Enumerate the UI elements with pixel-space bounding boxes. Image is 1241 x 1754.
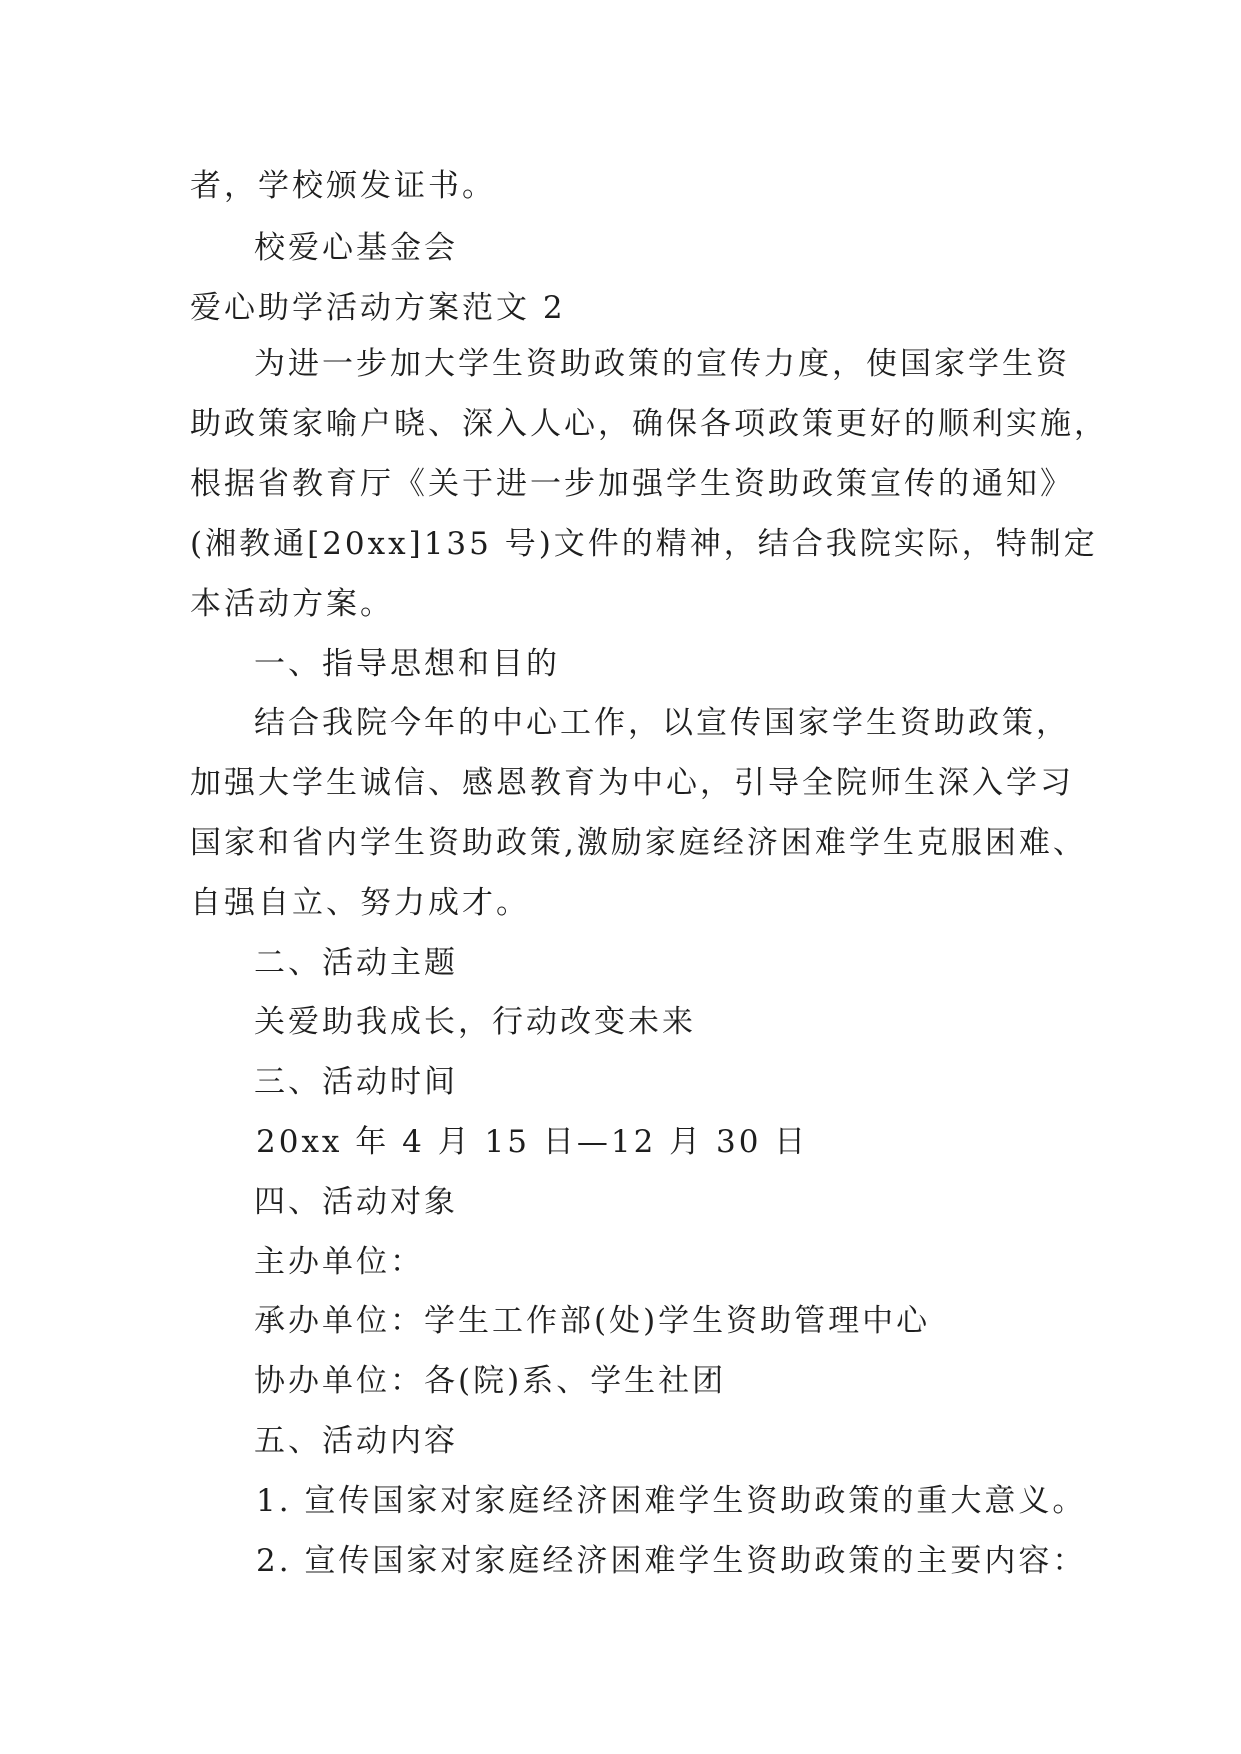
- paragraph-line: 结合我院今年的中心工作，以宣传国家学生资助政策，: [254, 705, 1070, 741]
- paragraph-line: 加强大学生诚信、感恩教育为中心，引导全院师生深入学习: [190, 765, 1074, 801]
- heading-line: 一、指导思想和目的: [254, 646, 560, 682]
- signature-line: 校爱心基金会: [254, 230, 458, 266]
- paragraph-line: 助政策家喻户晓、深入人心，确保各项政策更好的顺利实施，: [190, 406, 1108, 442]
- heading-line: 三、活动时间: [254, 1064, 458, 1100]
- paragraph-line: 为进一步加大学生资助政策的宣传力度，使国家学生资: [254, 346, 1070, 382]
- list-item: 1. 宣传国家对家庭经济困难学生资助政策的重大意义。: [256, 1483, 1087, 1519]
- paragraph-line: 协办单位：各(院)系、学生社团: [254, 1363, 727, 1399]
- list-item: 2. 宣传国家对家庭经济困难学生资助政策的主要内容：: [256, 1543, 1087, 1579]
- paragraph-line: 主办单位：: [254, 1244, 424, 1280]
- paragraph-line: 承办单位：学生工作部(处)学生资助管理中心: [254, 1303, 931, 1339]
- paragraph-line: 根据省教育厅《关于进一步加强学生资助政策宣传的通知》: [190, 466, 1074, 502]
- paragraph-line: 本活动方案。: [190, 586, 394, 622]
- paragraph-line: (湘教通[20xx]135 号)文件的精神，结合我院实际，特制定: [190, 526, 1098, 562]
- heading-line: 四、活动对象: [254, 1184, 458, 1220]
- paragraph-line: 自强自立、努力成才。: [190, 885, 530, 921]
- paragraph-line: 关爱助我成长，行动改变未来: [254, 1004, 696, 1040]
- heading-line: 二、活动主题: [254, 945, 458, 981]
- heading-line: 五、活动内容: [254, 1423, 458, 1459]
- paragraph-line: 20xx 年 4 月 15 日—12 月 30 日: [256, 1124, 809, 1160]
- paragraph-line: 国家和省内学生资助政策,激励家庭经济困难学生克服困难、: [190, 825, 1087, 861]
- paragraph-line: 者，学校颁发证书。: [190, 168, 496, 204]
- section-title: 爱心助学活动方案范文 2: [190, 290, 566, 326]
